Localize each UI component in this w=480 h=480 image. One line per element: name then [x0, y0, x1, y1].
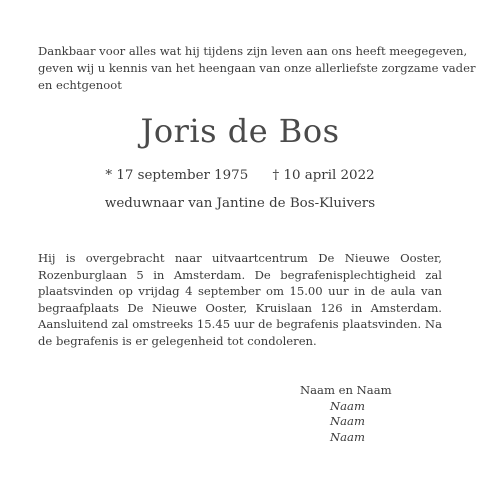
- widower-line: weduwnaar van Jantine de Bos-Kluivers: [104, 196, 376, 211]
- death-date: † 10 april 2022: [272, 168, 375, 183]
- life-dates: [0, 166, 480, 186]
- signoff: [300, 383, 450, 445]
- intro-line: geven wij u kennis van het heengaan van onze allerliefste zorgzame vader: [38, 61, 476, 75]
- birth-date: * 17 september 1975: [105, 168, 249, 183]
- signoff-member: Naam: [330, 414, 365, 428]
- intro-text: [38, 43, 476, 94]
- signoff-member: Naam: [330, 429, 365, 444]
- intro-line: en echtgenoot: [38, 78, 122, 92]
- signoff-member: Naam: [330, 398, 365, 413]
- intro-line: Dankbaar voor alles wat hij tijdens zijn leven aan ons heeft meegegeven,: [38, 44, 468, 58]
- deceased-name: Joris de Bos: [140, 112, 340, 150]
- signoff-lead: Naam en Naam: [300, 383, 392, 397]
- funeral-details: Hij is overgebracht naar uitvaartcentrum De Nieuwe Ooster, Rozenburglaan 5 in Amsterdam. De begrafenisplechtigheid zal plaatsvinden op vrijdag 4 september om 15.00 uur in de aula van begraafplaats De Nieuwe Ooster, Kruislaan 126 in Amsterdam. Aansluitend zal omstreeks 15.45 uur de begrafenis plaatsvinden. Na de begrafenis is er gelegenheid tot condoleren.: [38, 251, 442, 348]
